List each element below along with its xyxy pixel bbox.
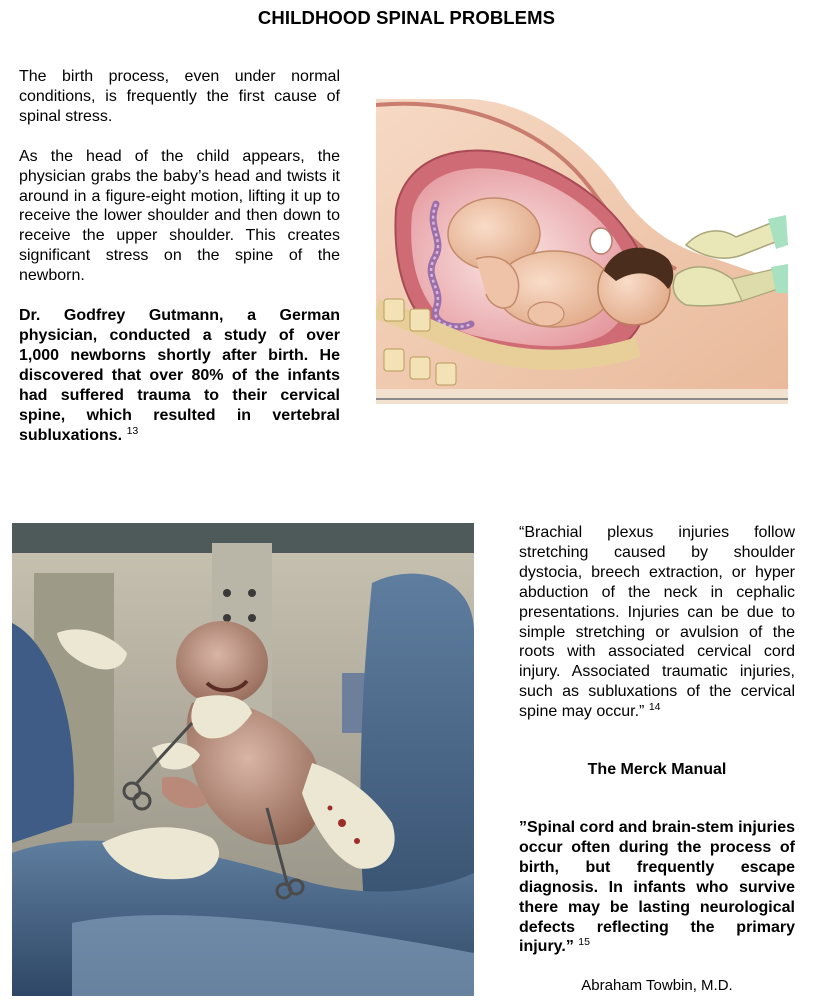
study-paragraph [19, 306, 340, 445]
towbin-source: Abraham Towbin, M.D. [581, 977, 733, 994]
study-text: Dr. Godfrey Gutmann, a German physician, conducted a study of over 1,000 newborns shortly after birth. He discovered that over 80% of the infants had suffered trauma to their cervical spine, which resulted in vertebral subluxations. [19, 307, 340, 444]
left-column [19, 67, 340, 465]
footnote-ref-13: 13 [126, 424, 139, 437]
brachial-quote-text: “Brachial plexus injuries follow stretching caused by shoulder dystocia, breech extraction, or hyper abduction of the neck in cephalic presentations. Injuries can be due to simple stretching or avulsion of the roots with associated cervical cord injury. Associated traumatic injuries, such as subluxations of the cervical spine may occur.” [519, 524, 795, 721]
intro-paragraph: The birth process, even under normal conditions, is frequently the first cause of spinal stress. [19, 68, 340, 125]
towbin-quote-text: ”Spinal cord and brain-stem injuries occur often during the process of birth, but frequently escape diagnosis. In infants who survive there may be lasting neurological defects reflecting the primary injury.” [519, 819, 795, 956]
merck-source: The Merck Manual [587, 761, 727, 778]
birth-illustration-svg [376, 99, 788, 404]
footnote-ref-14: 14 [648, 701, 661, 714]
footnote-ref-15: 15 [578, 936, 590, 949]
brachial-quote [519, 523, 795, 722]
towbin-quote [519, 818, 795, 957]
delivery-photo-svg [12, 523, 474, 996]
birth-illustration [376, 99, 788, 404]
page-title: CHILDHOOD SPINAL PROBLEMS [257, 7, 556, 28]
delivery-photo [12, 523, 474, 996]
delivery-paragraph: As the head of the child appears, the physician grabs the baby’s head and twists it around in a figure-eight motion, lifting it up to receive the lower shoulder and then down to receive the upper shoulder. This creates significant stress on the spine of the newborn. [19, 147, 340, 285]
right-column [519, 523, 795, 722]
